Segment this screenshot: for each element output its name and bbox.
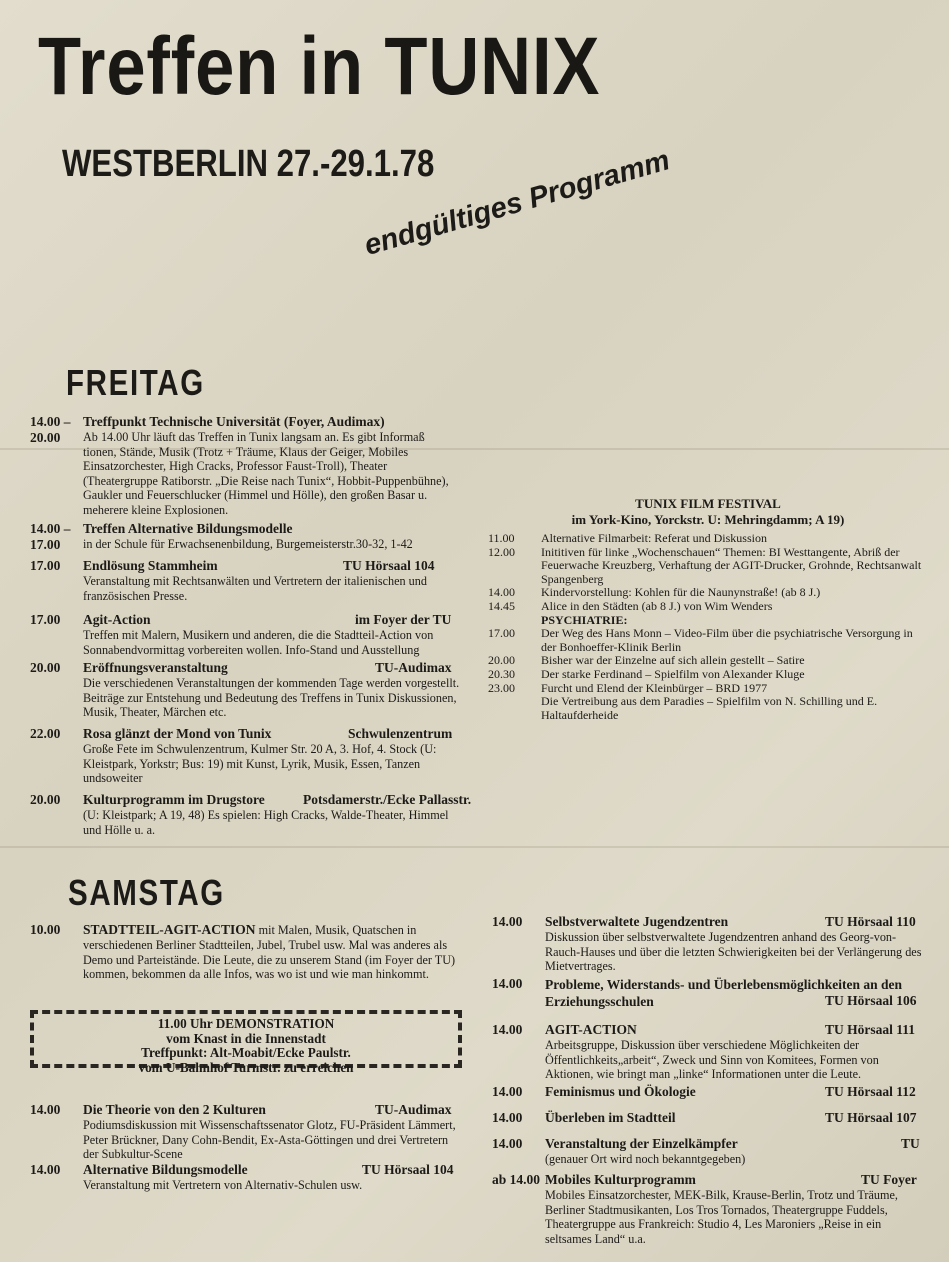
film-time: 20.30 <box>488 666 515 681</box>
film-time: 14.45 <box>488 598 515 613</box>
film-row <box>488 532 928 546</box>
event-description: Veranstaltung mit Rechtsanwälten und Vertretern der italienischen und französischen Presse. <box>83 574 427 603</box>
event-description: (genauer Ort wird noch bekanntgegeben) <box>545 1152 746 1166</box>
event-title: AGIT-ACTION <box>545 1022 637 1037</box>
event-time: 14.00 <box>492 1022 523 1037</box>
event-location: TU Hörsaal 104 <box>362 1162 454 1177</box>
event-description: Treffen mit Malern, Musikern und anderen, die die Stadtteil-Action von Sonnabendvormittag vorbereiten wollen. Info-Stand und Ausstellung <box>83 628 434 657</box>
event-time: 17.00 <box>30 612 61 627</box>
event-time: 14.00 <box>492 1136 523 1151</box>
demo-line: Treffpunkt: Alt-Moabit/Ecke Paulstr. <box>141 1045 351 1060</box>
event-time: 14.00 <box>492 914 523 929</box>
poster-subtitle: WESTBERLIN 27.-29.1.78 <box>62 143 435 185</box>
event-title: Überleben im Stadtteil <box>545 1110 676 1125</box>
event-description: Veranstaltung mit Vertretern von Alternativ-Schulen usw. <box>83 1178 363 1192</box>
day-heading-freitag: FREITAG <box>66 362 205 403</box>
film-row <box>488 668 928 682</box>
event-title: Eröffnungsveranstaltung <box>83 660 228 675</box>
event-title: Agit-Action <box>83 612 151 627</box>
event-description: in der Schule für Erwachsenenbildung, Burgemeisterstr.30-32, 1-42 <box>83 537 413 551</box>
film-row <box>488 695 928 722</box>
demonstration-box <box>30 1010 462 1075</box>
event-title: Probleme, Widerstands- und Überlebensmöglichkeiten an den Erziehungsschulen <box>545 977 903 1009</box>
event-time: 10.00 <box>30 922 61 937</box>
film-festival-title: TUNIX FILM FESTIVAL <box>635 496 781 511</box>
film-text: Der starke Ferdinand – Spielfilm von Alexander Kluge <box>541 666 805 681</box>
event-title: Mobiles Kulturprogramm <box>545 1172 696 1187</box>
event-time: 14.00 – 20.00 <box>30 414 71 445</box>
event-time: 14.00 – 17.00 <box>30 521 71 552</box>
event-title: Veranstaltung der Einzelkämpfer <box>545 1136 738 1151</box>
event-time: ab 14.00 <box>492 1172 541 1187</box>
event-location: TU Hörsaal 110 <box>825 914 916 929</box>
event-time: 14.00 <box>492 1110 523 1125</box>
demo-line: vom U-Bahnhof Turmstr. zu erreichen <box>138 1059 354 1075</box>
film-row <box>488 614 928 628</box>
event-time: 14.00 <box>30 1162 61 1177</box>
film-time: 17.00 <box>488 626 515 641</box>
film-row <box>488 627 928 654</box>
event-time: 22.00 <box>30 726 61 741</box>
film-time: 20.00 <box>488 653 515 668</box>
event-description: Podiumsdiskussion mit Wissenschaftssenator Glotz, FU-Präsident Lämmert, Peter Brückner, Dany Cohn-Bendit, Ex-Asta-Göttingen und drei Vertretern der Subkultur-Scene <box>83 1118 456 1162</box>
stamp-endgueltiges-programm: endgültiges Programm <box>360 144 674 263</box>
demo-line: 11.00 Uhr DEMONSTRATION <box>157 1016 335 1031</box>
event-time: 14.00 <box>492 976 523 991</box>
event-time: 20.00 <box>30 660 61 675</box>
film-row <box>488 682 928 696</box>
film-festival <box>488 496 928 722</box>
event-time: 14.00 <box>492 1084 523 1099</box>
event-description: Ab 14.00 Uhr läuft das Treffen in Tunix langsam an. Es gibt Informaß tionen, Stände, Musik (Trotz + Träume, Klaus der Geiger, Mobiles Einsatzorchester, High Cracks, Professor Faust-Troll), Theater (Theatergruppe Ratiborstr. „Die Reise nach Tunix“, Hobbit-Puppenbühne), Gaukler und Feuerschlucker (Himmel und Hölle), den großen Basar u. meherere kleine Explosionen. <box>83 430 449 517</box>
event-description: Arbeitsgruppe, Diskussion über verschiedene Möglichkeiten der Öffentlichkeits„arbeit“, Zweck und Sinn von Komitees, Formen von Aktionen, wie bringt man „linke“ Informationen unter die Leute. <box>545 1038 879 1082</box>
event-time: 20.00 <box>30 792 61 807</box>
event-location: Potsdamerstr./Ecke Pallasstr. <box>303 792 472 807</box>
event-title: Die Theorie von den 2 Kulturen <box>83 1102 266 1117</box>
event-location: TU Foyer <box>861 1172 917 1187</box>
film-text: Die Vertreibung aus dem Paradies – Spielfilm von N. Schilling und E. Haltaufderheide <box>541 694 878 722</box>
film-text: Der Weg des Hans Monn – Video-Film über die psychiatrische Versorgung in der Bonhoeffer-Klinik Berlin <box>541 626 913 654</box>
film-festival-subtitle: im York-Kino, Yorckstr. U: Mehringdamm; A 19) <box>571 512 845 527</box>
event-title: Feminismus und Ökologie <box>545 1084 696 1099</box>
film-text: Inititiven für linke „Wochenschauen“ Themen: BI Westtangente, Abriß der Feuerwache Kreuzberg, Verhaftung der AGIT-Drucker, Grohnde, Rechtsanwalt Spangenberg <box>541 544 922 586</box>
event-location: TU Hörsaal 107 <box>825 1110 917 1125</box>
event-time: 14.00 <box>30 1102 61 1117</box>
demo-line: vom Knast in die Innenstadt <box>166 1030 326 1046</box>
event-description: (U: Kleistpark; A 19, 48) Es spielen: High Cracks, Walde-Theater, Himmel und Hölle u. a. <box>83 808 449 837</box>
event-title: Selbstverwaltete Jugendzentren <box>545 914 729 929</box>
event-title: STADTTEIL-AGIT-ACTION <box>83 922 256 937</box>
event-location: Schwulenzentrum <box>348 726 453 741</box>
film-text: Alternative Filmarbeit: Referat und Diskussion <box>541 531 767 545</box>
event-location: TU Hörsaal 112 <box>825 1084 916 1099</box>
event-location: TU <box>901 1136 920 1151</box>
poster-title: Treffen in TUNIX <box>38 21 601 112</box>
film-row <box>488 600 928 614</box>
event-description: mit Malen, Musik, Quatschen in verschiedenen Berliner Stadtteilen, Jubel, Trubel usw. Mal was anderes als Demo und Parteistände. Die Leute, die zu unserem Stand (im Foyer der TU) kommen, bekommen da alle Infos, was wo ist und wie man hinkommt. <box>83 923 456 982</box>
event-title: Alternative Bildungsmodelle <box>83 1162 248 1177</box>
event-location: TU-Audimax <box>375 660 452 675</box>
film-section-label: PSYCHIATRIE: <box>541 612 628 627</box>
event-title: Rosa glänzt der Mond von Tunix <box>83 726 272 741</box>
event-title: Treffpunkt Technische Universität (Foyer, Audimax) <box>83 414 385 429</box>
film-time: 23.00 <box>488 680 515 695</box>
event-time: 17.00 <box>30 558 61 573</box>
film-text: Furcht und Elend der Kleinbürger – BRD 1977 <box>541 680 768 695</box>
film-time: 12.00 <box>488 544 515 559</box>
event-title: Treffen Alternative Bildungsmodelle <box>83 521 293 536</box>
film-time: 14.00 <box>488 585 515 600</box>
event-description: Große Fete im Schwulenzentrum, Kulmer Str. 20 A, 3. Hof, 4. Stock (U: Kleistpark, Yorkstr; Bus: 19) mit Kunst, Lyrik, Musik, Essen, Tanzen undsoweiter <box>83 742 437 786</box>
film-text: Alice in den Städten (ab 8 J.) von Wim Wenders <box>541 598 773 613</box>
event-title: Kulturprogramm im Drugstore <box>83 792 265 807</box>
event-location: TU-Audimax <box>375 1102 452 1117</box>
event-description: Diskussion über selbstverwaltete Jugendzentren anhand des Georg-von-Rauch-Hauses und über die letzten Schwierigkeiten bei der Verlängerung des Mietvertrages. <box>545 930 922 974</box>
event-location: TU Hörsaal 104 <box>343 558 435 573</box>
fold-line <box>0 846 949 848</box>
film-row <box>488 654 928 668</box>
day-heading-samstag: SAMSTAG <box>68 872 225 913</box>
film-time: 11.00 <box>488 531 515 545</box>
film-row <box>488 546 928 587</box>
event-location: TU Hörsaal 111 <box>825 1022 916 1037</box>
event-location: TU Hörsaal 106 <box>825 993 917 1008</box>
film-text: Kindervorstellung: Kohlen für die Naunynstraße! (ab 8 J.) <box>541 585 821 600</box>
event-location: im Foyer der TU <box>355 612 452 627</box>
event-title: Endlösung Stammheim <box>83 558 218 573</box>
event-description: Die verschiedenen Veranstaltungen der kommenden Tage werden vorgestellt. Beiträge zur Entstehung und Bedeutung des Treffens in Tunix Diskussionen, Musik, Theater, Märchen etc. <box>83 676 460 720</box>
event-description: Mobiles Einsatzorchester, MEK-Bilk, Krause-Berlin, Trotz und Träume, Berliner Stadtmusikanten, Los Tros Tornados, Theatergruppe Fuddels, Theatergruppe aus Frankreich: Studio 4, Les Maroniers „Reise in ein seltsames Land“ u.a. <box>545 1188 898 1246</box>
film-text: Bisher war der Einzelne auf sich allein gestellt – Satire <box>541 653 805 668</box>
film-row <box>488 586 928 600</box>
